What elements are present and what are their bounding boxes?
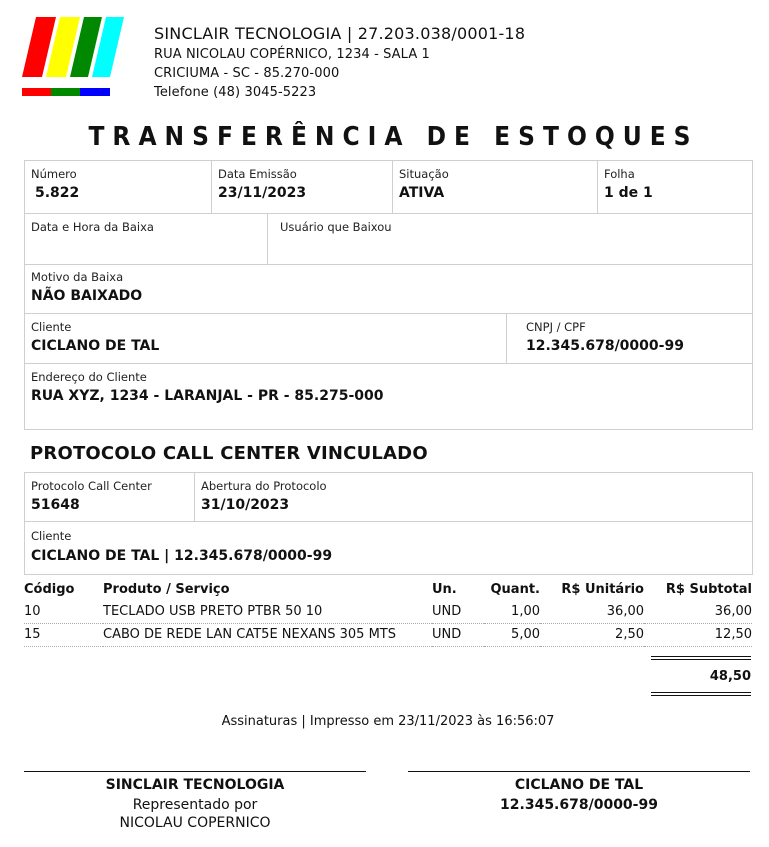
items-table: [24, 580, 752, 647]
total-value: 48,50: [709, 669, 751, 684]
protocolo-cell: [25, 473, 195, 522]
cliente-value: CICLANO DE TAL: [31, 338, 160, 354]
usuario-cell: [268, 214, 752, 265]
signature-left: [24, 771, 366, 831]
row-un: UND: [432, 624, 484, 647]
items-header-row: [24, 580, 752, 601]
endereco-cell: [25, 364, 752, 429]
total-rule-bottom: [651, 692, 751, 696]
situacao-label: Situação: [399, 167, 449, 181]
baixa-label: Data e Hora da Baixa: [31, 220, 154, 234]
company-logo: [22, 17, 124, 97]
row-subtotal: 12,50: [644, 624, 752, 647]
emissao-value: 23/11/2023: [218, 185, 307, 201]
col-produto: Produto / Serviço: [103, 582, 230, 597]
signature-right: [408, 771, 750, 813]
abertura-value: 31/10/2023: [201, 497, 290, 513]
cliente-cell: [25, 314, 507, 364]
company-info: [154, 24, 525, 104]
row-quant: 1,00: [484, 601, 540, 624]
folha-value: 1 de 1: [604, 185, 653, 201]
protocolo-label: Protocolo Call Center: [31, 479, 152, 493]
col-quant: Quant.: [490, 582, 540, 597]
abertura-label: Abertura do Protocolo: [201, 479, 327, 493]
signatures-note: Assinaturas | Impresso em 23/11/2023 às 16:56:07: [221, 714, 555, 729]
motivo-label: Motivo da Baixa: [31, 270, 124, 284]
total-block: [651, 656, 751, 696]
row-codigo: 15: [24, 624, 103, 647]
folha-cell: [598, 161, 752, 214]
col-unitario: R$ Unitário: [561, 582, 644, 597]
signature-right-sub: 12.345.678/0000-99: [500, 797, 658, 813]
protocol-cliente-label: Cliente: [31, 529, 72, 543]
row-unitario: 2,50: [540, 624, 644, 647]
col-codigo: Código: [24, 582, 75, 597]
table-row: [24, 624, 752, 647]
signature-right-name: CICLANO DE TAL: [514, 777, 644, 793]
numero-value: 5.822: [35, 185, 80, 201]
numero-label: Número: [31, 167, 77, 181]
protocol-cliente-cell: [25, 522, 752, 574]
company-name: SINCLAIR TECNOLOGIA | 27.203.038/0001-18: [154, 24, 526, 43]
folha-label: Folha: [604, 167, 635, 181]
table-row: [24, 601, 752, 624]
row-unitario: 36,00: [540, 601, 644, 624]
motivo-cell: [25, 265, 752, 314]
row-un: UND: [432, 601, 484, 624]
company-city: CRICIUMA - SC - 85.270-000: [154, 66, 340, 81]
emissao-cell: [212, 161, 393, 214]
emissao-label: Data Emissão: [218, 167, 297, 181]
document-title: TRANSFERÊNCIA DE ESTOQUES: [88, 122, 699, 152]
cliente-label: Cliente: [31, 320, 72, 334]
signature-left-sub1: Representado por: [132, 797, 258, 813]
header-grid: [24, 160, 753, 430]
protocol-grid: [24, 472, 753, 575]
row-subtotal: 36,00: [644, 601, 752, 624]
cnpj-value: 12.345.678/0000-99: [526, 338, 684, 354]
row-produto: TECLADO USB PRETO PTBR 50 10: [103, 601, 432, 624]
col-un: Un.: [432, 582, 457, 597]
baixa-cell: [25, 214, 268, 265]
signature-left-name: SINCLAIR TECNOLOGIA: [105, 777, 285, 793]
cnpj-label: CNPJ / CPF: [526, 320, 586, 334]
signature-left-sub2: NICOLAU COPERNICO: [119, 815, 271, 831]
cnpj-cell: [507, 314, 752, 364]
numero-cell: [25, 161, 212, 214]
situacao-cell: [393, 161, 598, 214]
company-phone: Telefone (48) 3045-5223: [154, 85, 317, 100]
protocol-cliente-value: CICLANO DE TAL | 12.345.678/0000-99: [31, 548, 333, 564]
usuario-label: Usuário que Baixou: [280, 220, 392, 234]
protocolo-value: 51648: [31, 497, 80, 513]
protocol-section-title: PROTOCOLO CALL CENTER VINCULADO: [30, 443, 428, 464]
abertura-cell: [195, 473, 752, 522]
motivo-value: NÃO BAIXADO: [31, 288, 143, 304]
row-quant: 5,00: [484, 624, 540, 647]
row-produto: CABO DE REDE LAN CAT5E NEXANS 305 MTS: [103, 624, 432, 647]
company-address: RUA NICOLAU COPÉRNICO, 1234 - SALA 1: [154, 47, 430, 62]
row-codigo: 10: [24, 601, 103, 624]
situacao-value: ATIVA: [399, 185, 445, 201]
col-subtotal: R$ Subtotal: [665, 582, 752, 597]
endereco-label: Endereço do Cliente: [31, 370, 147, 384]
endereco-value: RUA XYZ, 1234 - LARANJAL - PR - 85.275-000: [31, 388, 384, 404]
